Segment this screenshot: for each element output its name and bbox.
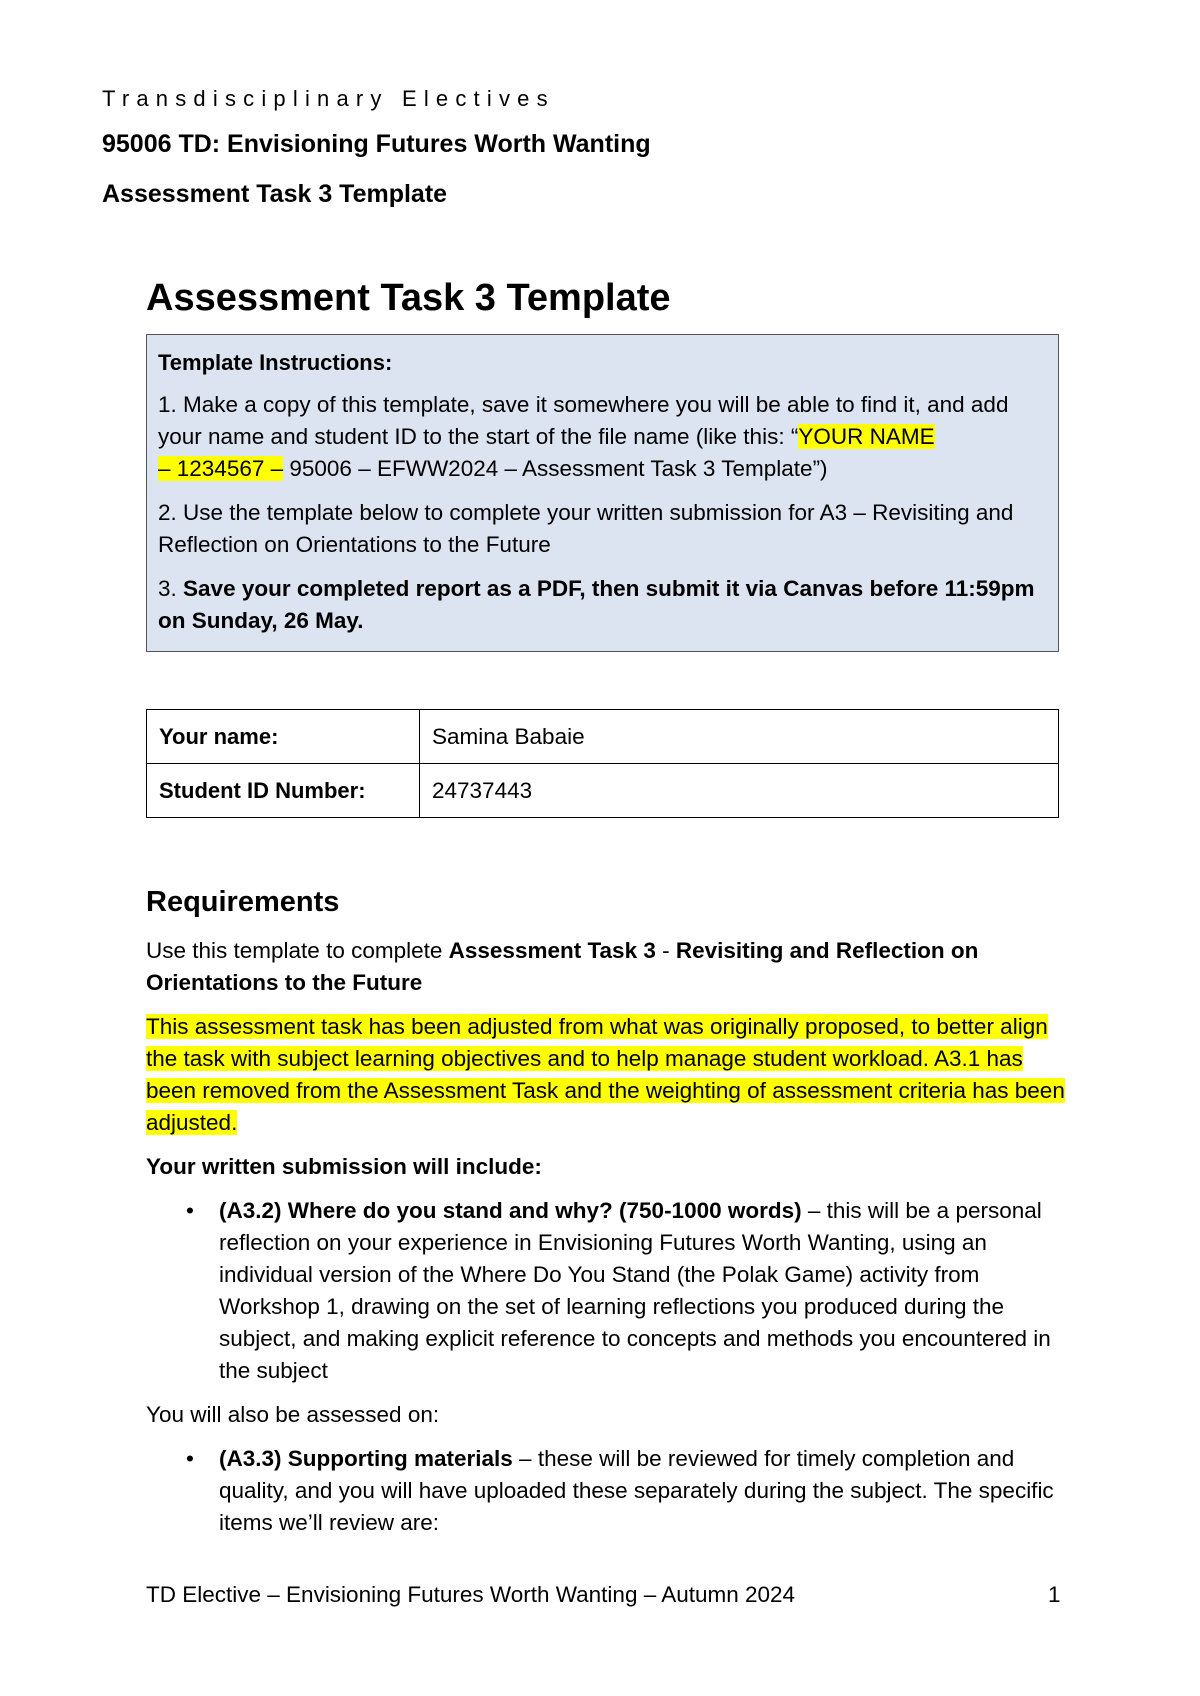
instruction-item-2: 2. Use the template below to complete your written submission for A3 – Revisiting and Reflection on Orientations to the Future bbox=[158, 500, 1014, 557]
bullet-2-text: – these will be reviewed for timely completion and quality, and you will have uploaded these separately during the subject. The specific items we’ll review are: bbox=[219, 1446, 1054, 1535]
list-item bbox=[186, 1195, 1066, 1387]
list-item bbox=[186, 1443, 1066, 1539]
bullet-2-bold: (A3.3) Supporting materials bbox=[219, 1446, 513, 1471]
instructions-title: Template Instructions: bbox=[158, 350, 393, 375]
page-title: Assessment Task 3 Template bbox=[146, 277, 671, 319]
header-subtitle: Assessment Task 3 Template bbox=[102, 180, 448, 208]
adjustment-note bbox=[146, 1011, 1066, 1139]
instruction-1-suffix: 95006 – EFWW2024 – Assessment Task 3 Template”) bbox=[283, 456, 828, 481]
supporting-list bbox=[146, 1443, 1066, 1539]
bullet-icon: • bbox=[186, 1198, 194, 1223]
also-assessed-text: You will also be assessed on: bbox=[146, 1402, 440, 1427]
table-row bbox=[147, 710, 1059, 764]
requirements-heading: Requirements bbox=[146, 886, 340, 918]
instruction-1-text: 1. Make a copy of this template, save it somewhere you will be able to find it, and add your name and student ID to the start of the file name (like this: “ bbox=[158, 392, 1009, 449]
header-spaced-title: Transdisciplinary Electives bbox=[102, 86, 555, 111]
instruction-3-bold: Save your completed report as a PDF, then submit it via Canvas before 11:59pm on Sunday, 26 May. bbox=[158, 576, 1035, 633]
course-title: 95006 TD: Envisioning Futures Worth Wanting bbox=[102, 130, 651, 158]
instructions-box bbox=[146, 334, 1059, 652]
adjustment-note-text: This assessment task has been adjusted from what was originally proposed, to better align the task with subject learning objectives and to help manage student workload. A3.1 has been removed from the Assessment Task and the weighting of assessment criteria has been adjusted. bbox=[146, 1014, 1065, 1135]
student-id-label: Student ID Number: bbox=[147, 764, 420, 818]
name-label: Your name: bbox=[147, 710, 420, 764]
name-value[interactable]: Samina Babaie bbox=[420, 710, 1059, 764]
highlight-student-id: – 1234567 – bbox=[158, 456, 284, 481]
intro-dash: - bbox=[655, 938, 676, 963]
instruction-3-number: 3. bbox=[158, 576, 184, 601]
instruction-item-1 bbox=[158, 389, 1046, 485]
page-number: 1 bbox=[1048, 1582, 1061, 1607]
highlight-your-name: YOUR NAME bbox=[798, 424, 935, 449]
student-info-table bbox=[146, 709, 1059, 818]
submission-list bbox=[146, 1195, 1066, 1387]
instruction-item-3 bbox=[158, 573, 1046, 637]
intro-task-name: Assessment Task 3 bbox=[448, 938, 656, 963]
intro-task-title: Revisiting and Reflection on Orientations to the Future bbox=[146, 938, 979, 995]
requirements-body bbox=[146, 935, 1066, 1551]
bullet-1-text: – this will be a personal reflection on your experience in Envisioning Futures Worth Wanting, using an individual version of the Where Do You Stand (the Polak Game) activity from Workshop 1, drawing on the set of learning reflections you produced during the subject, and making explicit reference to concepts and methods you encountered in the subject bbox=[219, 1198, 1051, 1383]
submission-heading-text: Your written submission will include: bbox=[146, 1154, 542, 1179]
student-id-value[interactable]: 24737443 bbox=[420, 764, 1059, 818]
intro-text: Use this template to complete bbox=[146, 938, 449, 963]
bullet-1-bold: (A3.2) Where do you stand and why? (750-1000 words) bbox=[219, 1198, 802, 1223]
footer-text: TD Elective – Envisioning Futures Worth Wanting – Autumn 2024 bbox=[146, 1582, 796, 1607]
table-row bbox=[147, 764, 1059, 818]
bullet-icon: • bbox=[186, 1446, 194, 1471]
requirements-intro bbox=[146, 935, 1066, 999]
submission-heading bbox=[146, 1151, 1066, 1183]
